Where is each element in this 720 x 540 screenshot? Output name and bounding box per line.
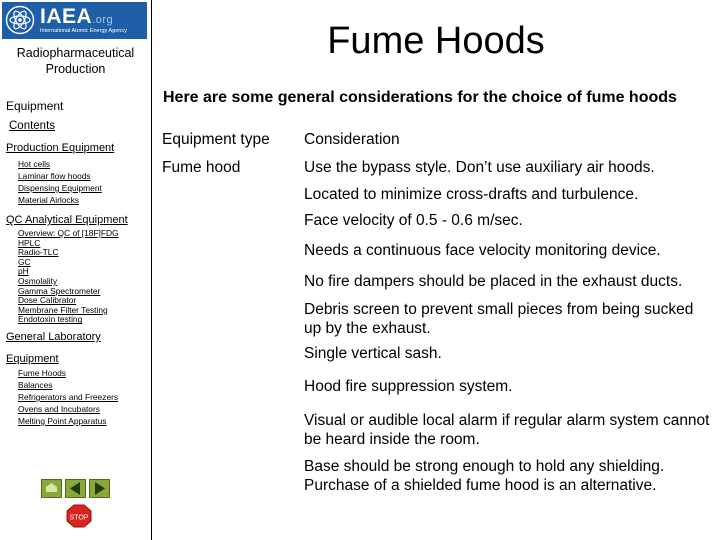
forward-button[interactable] [89,479,110,498]
link-hot-cells[interactable]: Hot cells [18,159,51,169]
consideration-row: Needs a continuous face velocity monitoring device. [304,242,661,259]
stop-button[interactable] [66,504,92,528]
link-hplc[interactable]: HPLC [18,237,41,248]
back-icon [66,480,85,497]
link-laminar-flow-hoods[interactable]: Laminar flow hoods [18,170,91,181]
lab-equipment-links [18,369,118,427]
consideration-row: Visual or audible local alarm if regular alarm system cannot be heard inside the room. [304,412,710,448]
consideration-row: Debris screen to prevent small pieces from being sucked up by the exhaust. [304,301,694,337]
sidebar-title: Radiopharmaceutical Production [16,46,135,76]
page-title: Fume Hoods [327,20,545,62]
stop-label: STOP [69,514,89,522]
logo-tagline: International Atomic Energy Agency [40,28,127,34]
link-balances[interactable]: Balances [18,379,53,390]
section-general-laboratory[interactable]: General Laboratory [6,331,101,343]
iaea-logo[interactable] [2,2,147,39]
link-material-airlocks[interactable]: Material Airlocks [18,194,79,205]
qc-equipment-links [18,229,119,325]
section-qc-analytical-equipment[interactable]: QC Analytical Equipment [6,214,128,226]
consideration-row: Use the bypass style. Don’t use auxiliary air hoods. [304,159,655,176]
sidebar [0,0,152,540]
sidebar-equipment-label: Equipment [6,99,64,113]
consideration-row: Base should be strong enough to hold any shielding. Purchase of a shielded fume hood is an alternative. [304,458,665,494]
link-radio-tlc[interactable]: Radio-TLC [18,247,59,258]
logo-name: IAEA [40,5,93,28]
consideration-row: Single vertical sash. [304,345,442,362]
link-endotoxin-testing[interactable]: Endotoxin testing [18,314,83,325]
equipment-type-cell: Fume hood [162,159,241,176]
header-consideration: Consideration [304,131,400,148]
link-gamma-spectrometer[interactable]: Gamma Spectrometer [18,285,101,296]
link-melting-point-apparatus[interactable]: Melting Point Apparatus [18,415,107,426]
consideration-row: Located to minimize cross-drafts and turbulence. [304,186,639,203]
consideration-row: No fire dampers should be placed in the exhaust ducts. [304,273,683,290]
link-dispensing-equipment[interactable]: Dispensing Equipment [18,182,102,193]
link-qc-overview[interactable]: Overview: QC of [18F]FDG [18,228,119,238]
link-membrane-filter-testing[interactable]: Membrane Filter Testing [18,304,108,315]
contents-link[interactable]: Contents [9,120,56,132]
link-fume-hoods[interactable]: Fume Hoods [18,368,66,378]
section-equipment[interactable]: Equipment [6,353,59,365]
back-button[interactable] [65,479,86,498]
home-icon [42,480,61,497]
link-refrigerators-freezers[interactable]: Refrigerators and Freezers [18,391,119,402]
production-equipment-links [18,160,102,206]
link-dose-calibrator[interactable]: Dose Calibrator [18,295,77,306]
link-ph[interactable]: pH [18,266,29,277]
link-gc[interactable]: GC [18,256,31,267]
consideration-row: Hood fire suppression system. [304,378,513,395]
intro-text: Here are some general considerations for the choice of fume hoods [163,89,677,106]
link-ovens-incubators[interactable]: Ovens and Incubators [18,403,100,414]
link-osmolality[interactable]: Osmolality [18,275,58,286]
header-equipment-type: Equipment type [162,131,270,148]
consideration-row: Face velocity of 0.5 - 0.6 m/sec. [304,212,523,229]
section-production-equipment[interactable]: Production Equipment [6,142,115,154]
logo-suffix: .org [92,14,114,26]
atom-emblem-icon [5,5,35,35]
forward-icon [90,480,109,497]
home-button[interactable] [41,479,62,498]
